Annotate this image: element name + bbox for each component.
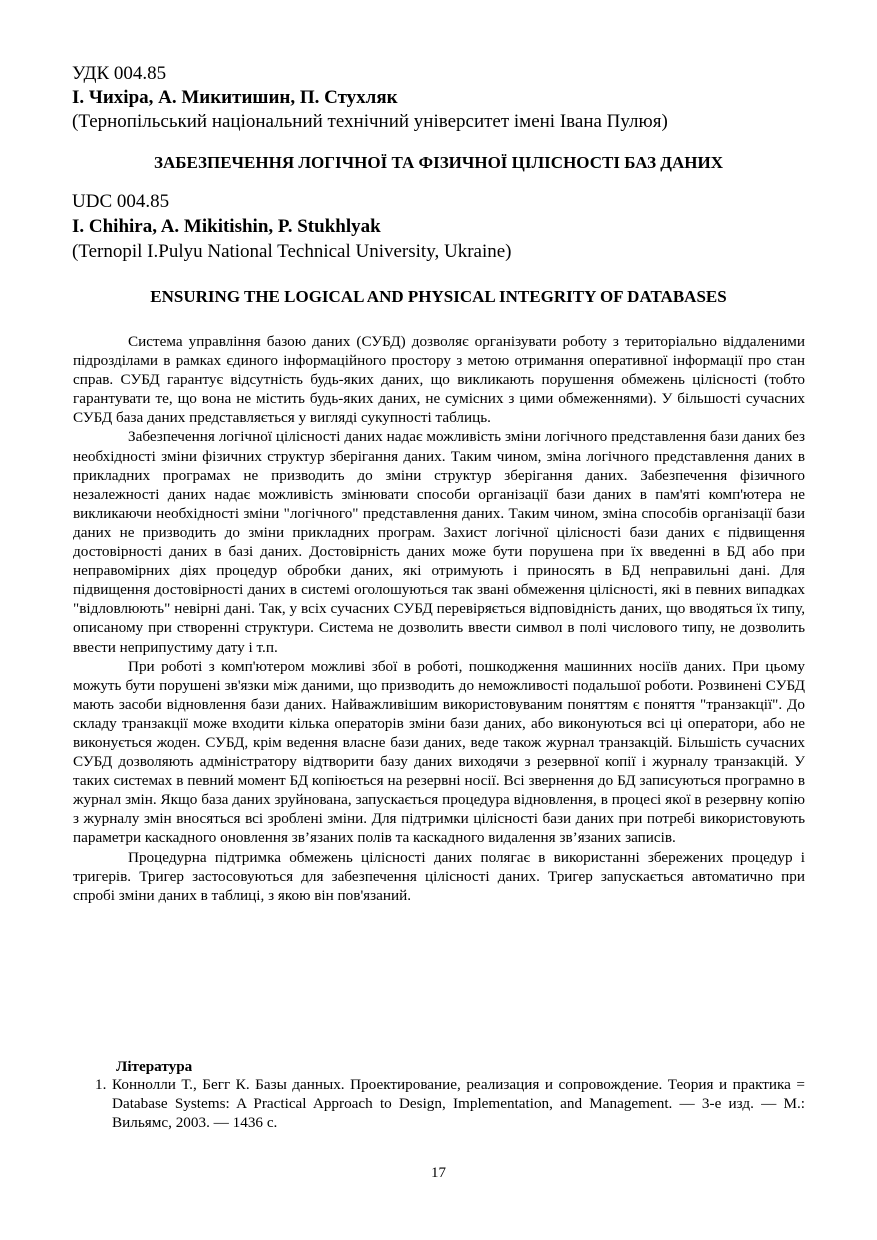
title-ua: ЗАБЕЗПЕЧЕННЯ ЛОГІЧНОЇ ТА ФІЗИЧНОЇ ЦІЛІСНОСТІ БАЗ ДАНИХ [153, 153, 723, 172]
authors-en: I. Chihira, A. Mikitishin, P. Stukhlyak [72, 216, 381, 237]
reference-item [95, 1075, 805, 1132]
udc-ua: УДК 004.85 [72, 63, 167, 84]
affiliation-ua: (Тернопільський національний технічний університет імені Івана Пулюя) [72, 111, 668, 132]
udc-en: UDC 004.85 [72, 191, 170, 212]
affiliation-en: (Ternopil I.Pulyu National Technical University, Ukraine) [72, 241, 512, 262]
paragraph: Забезпечення логічної цілісності даних надає можливість зміни логічного представлення бази даних без необхідності зміни фізичних структур зберігання даних. Таким чином, зміна логічного представлення даних в прикладних програмах не призводить до зміни структур зберігання даних. Забезпечення фізичного незалежності даних надає можливість змінювати способи організації бази даних в пам'яті комп'ютера не викликаючи необхідності зміни "логічного" представлення даних. Таким чином, зміна способів організації бази даних не призводить до зміни прикладних програм. Захист логічної цілісності бази даних є підвищення достовірності даних в базі даних. Достовірність даних може бути порушена при їх введенні в БД або при неправомірних діях процедур обробки даних, які отримують і приносять в БД неправильні дані. Для підвищення достовірності даних в системі оголошуються так звані обмеження цілісності, які в певних випадках "відловлюють" невірні дані. Так, у всіх сучасних СУБД перевіряється відповідність даних, що вводяться їх типу, описаному при створенні структури. Система не дозволить ввести символ в полі числового типу, не дозволить ввести неприпустиму дату і т.п. [73, 428, 805, 656]
body-text [73, 332, 805, 905]
reference-text: Коннолли Т., Бегг К. Базы данных. Проектирование, реализация и сопровождение. Теория и практика = Database Systems: A Practical Approach to Design, Implementation, and Management. — 3-е изд. — М.: Вильямс, 2003. — 1436 с. [112, 1076, 805, 1132]
page-number: 17 [431, 1165, 446, 1181]
title-en: ENSURING THE LOGICAL AND PHYSICAL INTEGRITY OF DATABASES [150, 287, 727, 306]
paragraph: При роботі з комп'ютером можливі збої в роботі, пошкодження машинних носіїв даних. При цьому можуть бути порушені зв'язки між даними, що призводить до неможливості подальшої роботи. Розвинені СУБД мають засоби відновлення бази даних. Найважливішим використовуваним поняттям є поняття "транзакції". До складу транзакції може входити кілька операторів зміни бази даних, або виконуються всі ці оператори, або не виконується жоден. СУБД, крім ведення власне бази даних, веде також журнал транзакцій. Більшість сучасних СУБД дозволяють адміністратору відтворити базу даних виходячи з резервної копії і журналу транзакцій. У таких системах в певний момент БД копіюється на резервні носії. Всі звернення до БД записуються програмно в журнал змін. Якщо база даних зруйнована, запускається процедура відновлення, в процесі якої в резервну копію з журналу змін вносяться всі зроблені зміни. Для підтримки цілісності бази даних при потребі використовують параметри каскадного оновлення зв’язаних полів та каскадного видалення зв’язаних записів. [73, 657, 805, 847]
paragraph: Система управління базою даних (СУБД) дозволяє організувати роботу з територіально віддаленими підрозділами в рамках єдиного інформаційного простору з метою отримання оперативної інформації про стан справ. СУБД гарантує відсутність будь-яких даних, що викликають порушення обмежень цілісності (тобто гарантувати те, що вона не містить будь-яких даних, не сумісних з цими обмеженнями). У більшості сучасних СУБД база даних представляється у вигляді сукупності таблиць. [73, 333, 805, 427]
paragraph: Процедурна підтримка обмежень цілісності даних полягає в використанні збережених процедур і тригерів. Тригер застосовуються для забезпечення цілісності даних. Тригер запускається автоматично при спробі зміни даних в таблиці, з якою він пов'язаний. [73, 848, 805, 904]
reference-number: 1. [95, 1076, 107, 1093]
authors-ua: І. Чихіра, А. Микитишин, П. Стухляк [72, 87, 398, 108]
literature-heading: Література [116, 1058, 193, 1075]
